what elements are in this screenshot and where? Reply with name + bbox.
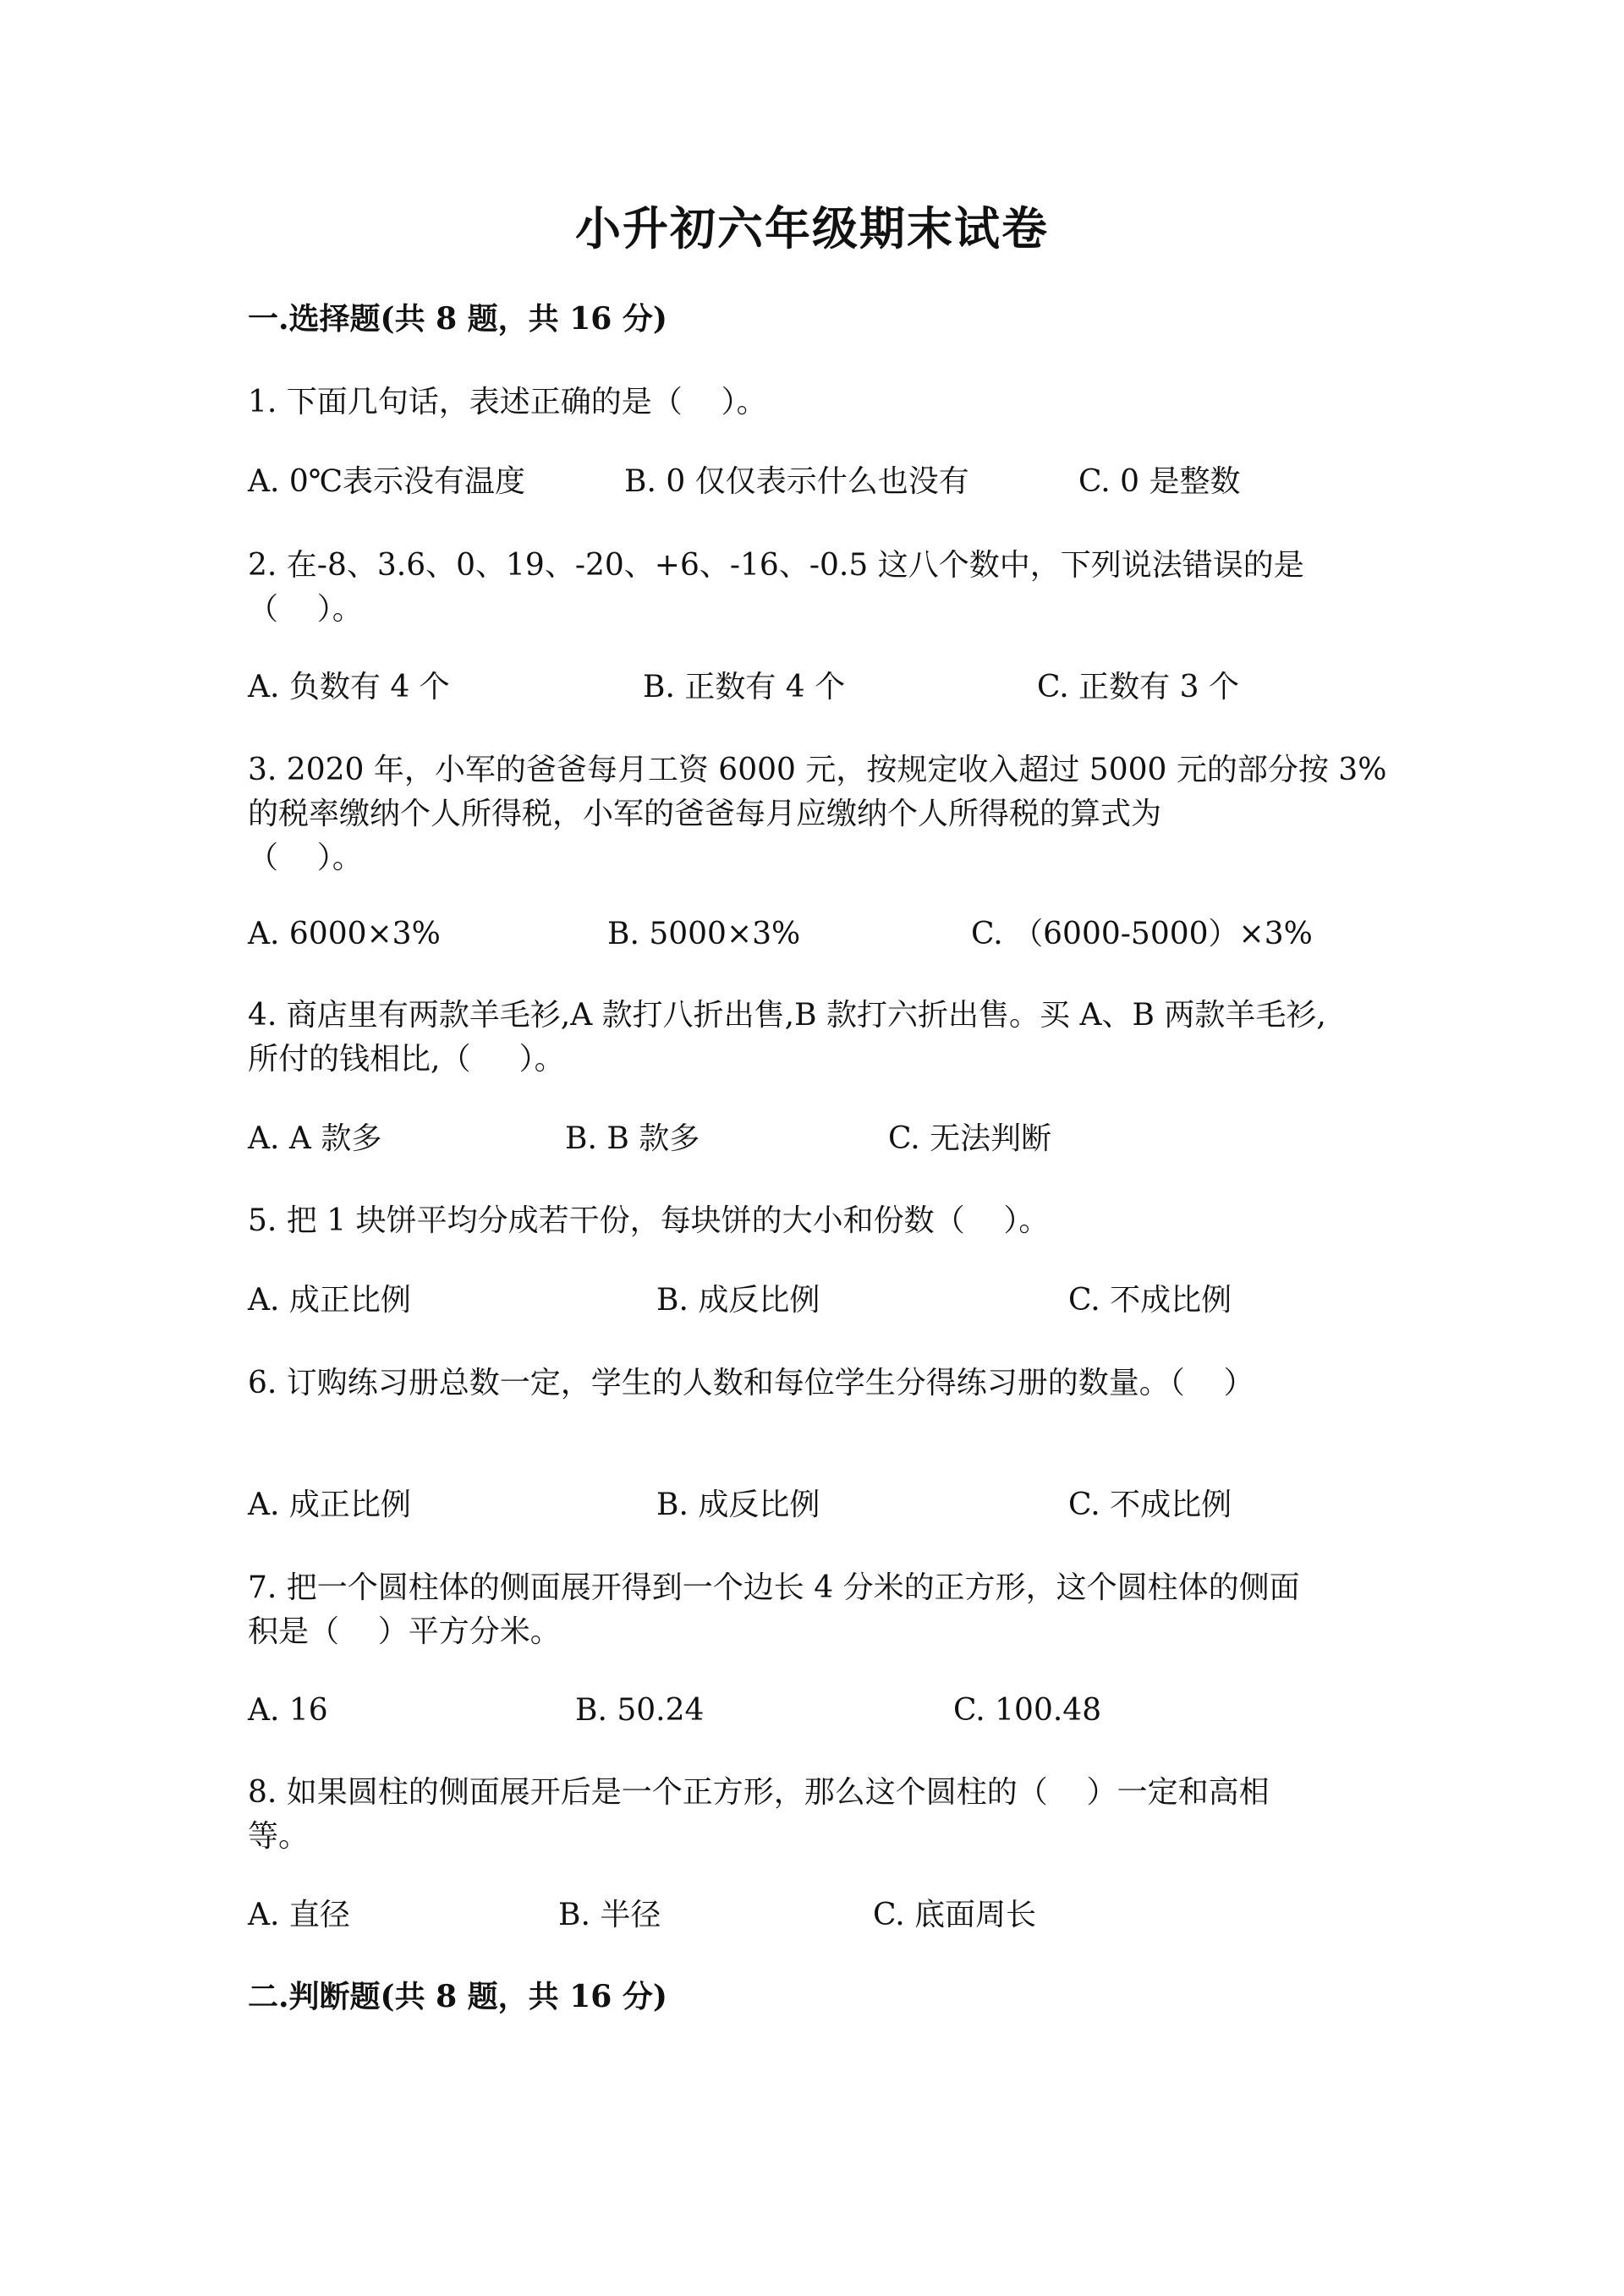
question-4-option-c: C. 无法判断 [888, 1121, 1052, 1156]
question-7: 7. 把一个圆柱体的侧面展开得到一个边长 4 分米的正方形，这个圆柱体的侧面 积是（ ）平方分米。 [248, 1570, 1300, 1649]
question-7-option-c: C. 100.48 [953, 1693, 1102, 1728]
question-3: 3. 2020 年，小军的爸爸每月工资 6000 元，按规定收入超过 5000 元的部分按 3% 的税率缴纳个人所得税，小军的爸爸每月应缴纳个人所得税的算式为 （ ）。 [248, 753, 1387, 875]
page-title: 小升初六年级期末试卷 [575, 201, 1049, 255]
question-2-option-a: A. 负数有 4 个 [248, 670, 450, 704]
question-6: 6. 订购练习册总数一定，学生的人数和每位学生分得练习册的数量。（ ） [248, 1366, 1254, 1400]
question-7-option-b: B. 50.24 [575, 1693, 705, 1728]
question-8-option-a: A. 直径 [248, 1898, 350, 1932]
question-8-option-b: B. 半径 [558, 1898, 661, 1932]
question-1-option-c: C. 0 是整数 [1078, 464, 1241, 499]
question-6-option-b: B. 成反比例 [656, 1488, 820, 1522]
question-4-option-b: B. B 款多 [565, 1121, 700, 1156]
section-heading-judgement: 二.判断题(共 8 题，共 16 分) [248, 1979, 667, 2014]
question-1-option-b: B. 0 仅仅表示什么也没有 [624, 464, 969, 499]
question-8-option-c: C. 底面周长 [873, 1898, 1037, 1932]
question-7-option-a: A. 16 [248, 1693, 328, 1728]
question-5-option-b: B. 成反比例 [656, 1283, 820, 1318]
question-5-option-a: A. 成正比例 [248, 1283, 411, 1318]
question-5-option-c: C. 不成比例 [1068, 1283, 1232, 1318]
question-2-option-b: B. 正数有 4 个 [643, 670, 846, 704]
question-1-option-a: A. 0℃表示没有温度 [248, 464, 526, 499]
question-4-option-a: A. A 款多 [248, 1121, 382, 1156]
question-5: 5. 把 1 块饼平均分成若干份，每块饼的大小和份数（ ）。 [248, 1203, 1050, 1238]
question-6-option-c: C. 不成比例 [1068, 1488, 1232, 1522]
question-1: 1. 下面几句话，表述正确的是（ ）。 [248, 385, 767, 419]
section-heading-choice: 一.选择题(共 8 题，共 16 分) [248, 301, 667, 337]
question-3-option-c: C. （6000-5000）×3% [971, 917, 1313, 951]
question-2: 2. 在-8、3.6、0、19、-20、+6、-16、-0.5 这八个数中，下列说法错误的是 （ ）。 [248, 548, 1304, 627]
question-6-option-a: A. 成正比例 [248, 1488, 411, 1522]
question-3-option-a: A. 6000×3% [248, 917, 441, 951]
question-8: 8. 如果圆柱的侧面展开后是一个正方形，那么这个圆柱的（ ）一定和高相 等。 [248, 1775, 1270, 1854]
question-4: 4. 商店里有两款羊毛衫,A 款打八折出售,B 款打六折出售。买 A、B 两款羊毛衫, 所付的钱相比,（ ）。 [248, 998, 1326, 1077]
question-3-option-b: B. 5000×3% [607, 917, 801, 951]
question-2-option-c: C. 正数有 3 个 [1037, 670, 1239, 704]
